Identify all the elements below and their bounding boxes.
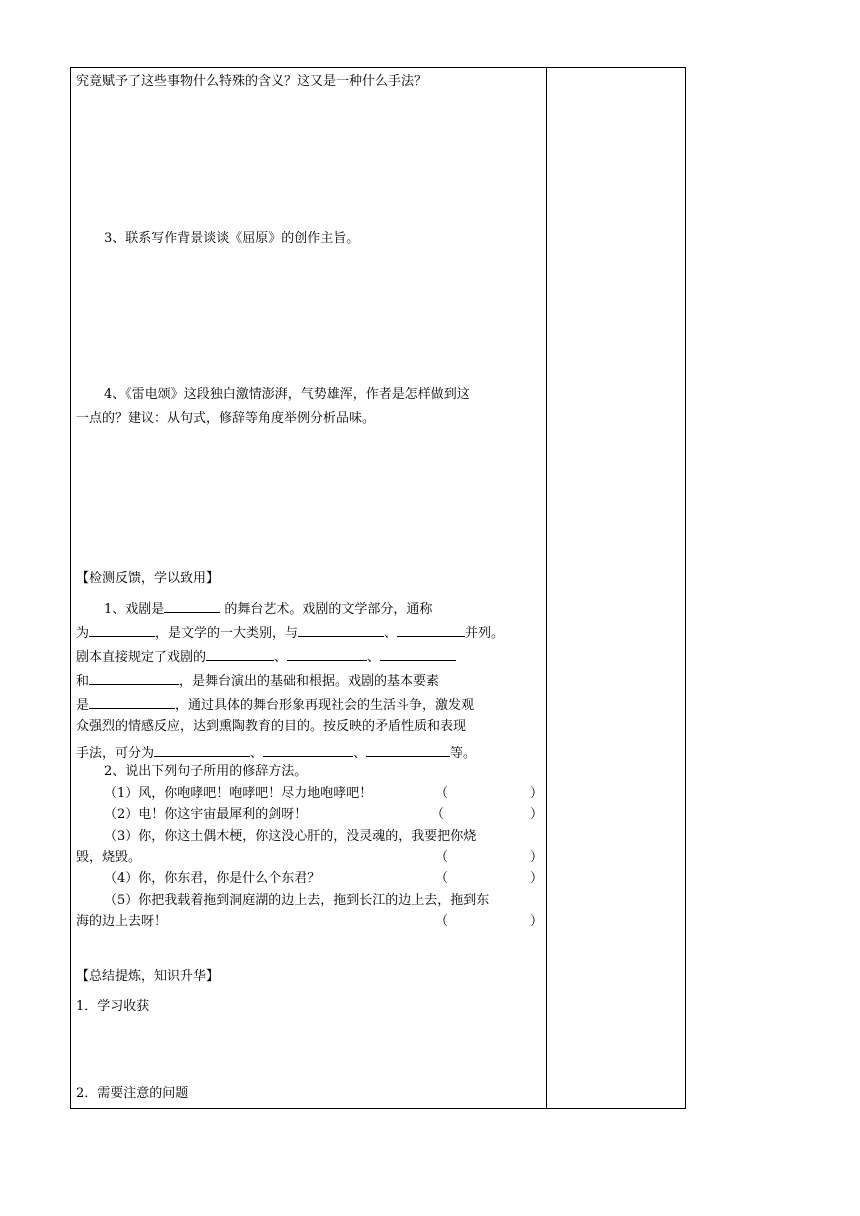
fill-text: 、 <box>274 650 288 665</box>
answer-open-paren: （ <box>435 871 449 886</box>
fill-text: 1、戏剧是 <box>104 602 165 617</box>
question-rhetoric: 2、说出下列句子所用的修辞方法。 <box>104 764 308 779</box>
fill-text: 等。 <box>450 746 477 761</box>
blank <box>89 695 175 709</box>
sentence-2: （2）电！你这宇宙最犀利的剑呀！ <box>104 807 308 822</box>
column-divider <box>546 67 547 1109</box>
feedback-heading: 【检测反馈，学以致用】 <box>76 571 220 586</box>
answer-open-paren: （ <box>435 850 449 865</box>
blank <box>206 647 274 661</box>
answer-close-paren: ） <box>530 871 544 886</box>
question-4-line-1: 4、《雷电颂》这段独白激情澎湃，气势雄浑，作者是怎样做到这 <box>104 387 470 402</box>
summary-item-notes: 2．需要注意的问题 <box>76 1086 189 1101</box>
blank <box>164 599 220 613</box>
fill-text: ，是文学的一大类别，与 <box>155 626 299 641</box>
table-frame <box>70 67 686 1109</box>
sentence-3-line-2: 毁，烧毁。 <box>76 850 142 865</box>
fill-text: 、 <box>384 626 398 641</box>
fill-line-5 <box>76 695 474 714</box>
blank <box>366 743 450 757</box>
question-4-line-2: 一点的？建议：从句式，修辞等角度举例分析品味。 <box>76 411 376 426</box>
answer-close-paren: ） <box>530 914 544 929</box>
fill-text: 剧本直接规定了戏剧的 <box>76 650 207 665</box>
fill-line-2 <box>76 623 504 642</box>
fill-line-6: 众强烈的情感反应，达到熏陶教育的目的。按反映的矛盾性质和表现 <box>76 719 467 734</box>
summary-heading: 【总结提炼，知识升华】 <box>76 969 220 984</box>
fill-text: 、 <box>367 650 381 665</box>
question-2-continuation: 究竟赋予了这些事物什么特殊的含义？这又是一种什么手法？ <box>76 74 428 89</box>
sentence-5-line-1: （5）你把我载着拖到洞庭湖的边上去，拖到长江的边上去，拖到东 <box>104 893 490 908</box>
fill-text: ，通过具体的舞台形象再现社会的生活斗争，激发观 <box>175 698 475 713</box>
blank <box>287 647 367 661</box>
fill-line-7 <box>76 743 476 762</box>
answer-open-paren: （ <box>435 786 449 801</box>
fill-line-3 <box>76 647 456 666</box>
sentence-4: （4）你，你东君，你是什么个东君？ <box>104 871 321 886</box>
sentence-1: （1）风，你咆哮吧！咆哮吧！尽力地咆哮吧！ <box>104 786 373 801</box>
fill-text: 手法，可分为 <box>76 746 155 761</box>
fill-line-4 <box>76 671 439 690</box>
answer-close-paren: ） <box>530 786 544 801</box>
answer-close-paren: ） <box>530 807 544 822</box>
sentence-3-line-1: （3）你，你这土偶木梗，你这没心肝的，没灵魂的，我要把你烧 <box>104 829 477 844</box>
blank <box>298 623 384 637</box>
fill-text: 和 <box>76 674 90 689</box>
blank <box>380 647 456 661</box>
fill-text: 是 <box>76 698 90 713</box>
fill-text: ，是舞台演出的基础和根据。戏剧的基本要素 <box>179 674 440 689</box>
answer-close-paren: ） <box>530 850 544 865</box>
fill-text: 的舞台艺术。戏剧的文学部分，通称 <box>220 602 433 617</box>
fill-text: 、 <box>353 746 367 761</box>
summary-item-gains: 1．学习收获 <box>76 999 150 1014</box>
fill-text: 为 <box>76 626 90 641</box>
fill-text: 、 <box>250 746 264 761</box>
blank <box>397 623 465 637</box>
fill-line-1 <box>104 599 432 618</box>
blank <box>89 623 155 637</box>
blank <box>154 743 250 757</box>
sentence-5-line-2: 海的边上去呀！ <box>76 914 168 929</box>
blank <box>263 743 353 757</box>
fill-text: 并列。 <box>465 626 505 641</box>
blank <box>89 671 179 685</box>
question-3: 3、联系写作背景谈谈《屈原》的创作主旨。 <box>104 231 360 246</box>
answer-open-paren: （ <box>435 914 449 929</box>
answer-open-paren: （ <box>431 807 445 822</box>
